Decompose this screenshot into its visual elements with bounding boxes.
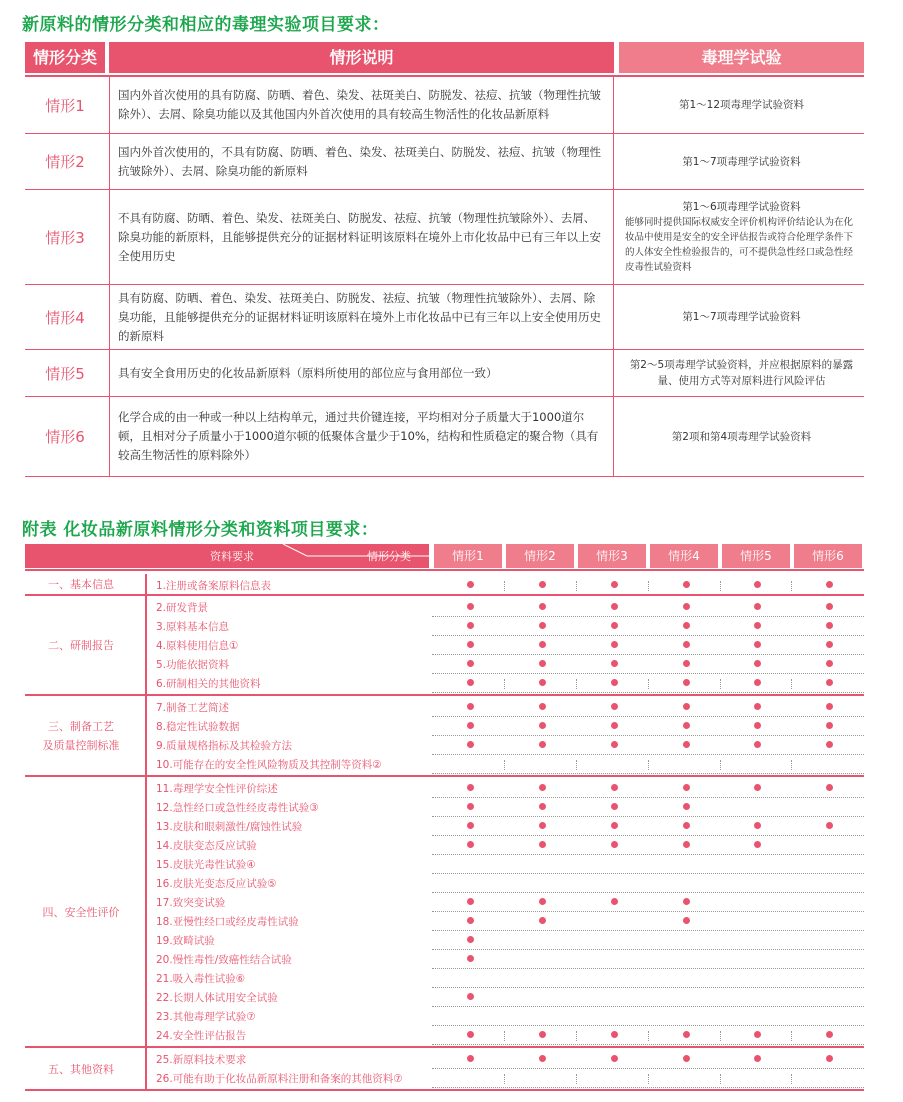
requirement-name: 9.质量规格指标及其检验方法 <box>156 740 293 752</box>
toxicology-requirement <box>619 77 864 133</box>
required-dot <box>754 1055 761 1062</box>
toxicology-row <box>25 397 864 477</box>
required-dot <box>467 1055 474 1062</box>
toxicology-row <box>25 190 864 285</box>
required-dot <box>754 660 761 667</box>
requirement-name: 7.制备工艺简述 <box>156 702 230 714</box>
requirement-row <box>147 1026 864 1045</box>
required-dot <box>611 660 618 667</box>
requirement-row <box>147 1069 864 1088</box>
requirement-name: 1.注册或备案原料信息表 <box>156 580 272 592</box>
required-dot <box>683 679 690 686</box>
toxicology-test-text: 第1～6项毒理学试验资料 <box>682 201 801 213</box>
column-tick <box>648 1031 649 1041</box>
requirement-name: 20.慢性毒性/致癌性结合试验 <box>156 954 292 966</box>
required-dot <box>754 784 761 791</box>
appendix-table-header <box>25 544 864 568</box>
column-tick <box>720 760 721 770</box>
requirement-row <box>147 617 864 636</box>
required-dot <box>826 784 833 791</box>
required-dot <box>754 703 761 710</box>
required-dot <box>683 1055 690 1062</box>
required-dot <box>467 703 474 710</box>
required-dot <box>611 1055 618 1062</box>
requirement-name: 25.新原料技术要求 <box>156 1054 247 1066</box>
required-dot <box>467 741 474 748</box>
section-title-toxicology: 新原料的情形分类和相应的毒理实验项目要求： <box>22 15 390 35</box>
required-dot <box>467 822 474 829</box>
required-dot <box>754 841 761 848</box>
column-tick <box>791 1031 792 1041</box>
required-dot <box>683 898 690 905</box>
situation-label: 情形2 <box>45 153 85 171</box>
toxicology-test-note: 能够同时提供国际权威安全评价机构评价结论认为在化妆品中使用是安全的安全评估报告或符合伦理学条件下的人体安全性检验报告的，可不提供急性经口或急性经皮毒性试验资料 <box>625 217 854 273</box>
toxicology-requirement <box>619 134 864 189</box>
required-dot <box>826 1031 833 1038</box>
toxicology-row <box>25 77 864 134</box>
required-dot <box>539 898 546 905</box>
toxicology-requirement <box>619 190 864 284</box>
required-dot <box>539 822 546 829</box>
required-dot <box>539 741 546 748</box>
requirement-row <box>147 674 864 693</box>
required-dot <box>611 622 618 629</box>
requirement-name: 22.长期人体试用安全试验 <box>156 992 278 1004</box>
toxicology-test-text: 第2项和第4项毒理学试验资料 <box>671 430 812 443</box>
requirement-group <box>25 696 864 776</box>
requirement-row <box>147 988 864 1007</box>
situation-label: 情形4 <box>45 308 85 327</box>
situation-label: 情形3 <box>45 228 85 247</box>
required-dot <box>683 581 690 588</box>
column-tick <box>648 760 649 770</box>
required-dot <box>683 660 690 667</box>
group-label: 四、安全性评价 <box>42 905 120 919</box>
required-dot <box>467 803 474 810</box>
row-dotted-line <box>432 773 864 774</box>
requirement-row <box>147 1050 864 1069</box>
requirement-row <box>147 950 864 969</box>
situation-column-header: 情形3 <box>578 544 646 568</box>
situation-column-header: 情形1 <box>434 544 502 568</box>
required-dot <box>611 841 618 848</box>
required-dot <box>539 660 546 667</box>
required-dot <box>826 641 833 648</box>
requirement-name: 19.致畸试验 <box>156 935 215 947</box>
situation-description: 具有防腐、防晒、着色、染发、祛斑美白、防脱发、祛痘、抗皱（物理性抗皱除外）、去屑、除臭功能，且能够提供充分的证据材料证明该原料在境外上市化妆品中已有三年以上安全使用历史的新原料 <box>109 285 614 349</box>
required-dot <box>539 581 546 588</box>
required-dot <box>467 622 474 629</box>
required-dot <box>467 898 474 905</box>
row-dotted-line <box>432 692 864 693</box>
column-tick <box>791 760 792 770</box>
required-dot <box>539 841 546 848</box>
required-dot <box>754 641 761 648</box>
required-dot <box>539 722 546 729</box>
requirement-row <box>147 698 864 717</box>
required-dot <box>611 784 618 791</box>
requirement-row <box>147 636 864 655</box>
required-dot <box>826 741 833 748</box>
required-dot <box>683 803 690 810</box>
required-dot <box>611 679 618 686</box>
required-dot <box>683 741 690 748</box>
required-dot <box>467 722 474 729</box>
requirement-row <box>147 736 864 755</box>
required-dot <box>754 679 761 686</box>
situation-description: 化学合成的由一种或一种以上结构单元，通过共价键连接，平均相对分子质量大于1000道尔顿，且相对分子质量小于1000道尔顿的低聚体含量少于10%，结构和性质稳定的聚合物（具有较高生物活性的原料除外） <box>109 397 614 476</box>
required-dot <box>611 603 618 610</box>
toxicology-test-text: 第1～7项毒理学试验资料 <box>682 155 801 168</box>
required-dot <box>539 603 546 610</box>
required-dot <box>611 703 618 710</box>
requirement-group <box>25 574 864 595</box>
situation-column-header: 情形6 <box>794 544 862 568</box>
required-dot <box>683 622 690 629</box>
required-dot <box>826 1055 833 1062</box>
toxicology-table <box>25 42 864 477</box>
required-dot <box>611 581 618 588</box>
group-label: 一、基本信息 <box>48 578 114 591</box>
required-dot <box>754 603 761 610</box>
requirement-name: 16.皮肤光变态反应试验⑤ <box>156 878 277 890</box>
column-tick <box>504 760 505 770</box>
required-dot <box>467 660 474 667</box>
situation-column-header: 情形4 <box>650 544 718 568</box>
requirement-name: 3.原料基本信息 <box>156 621 230 633</box>
column-tick <box>504 679 505 689</box>
required-dot <box>754 741 761 748</box>
requirement-name: 6.研制相关的其他资料 <box>156 678 261 690</box>
required-dot <box>683 917 690 924</box>
requirement-group <box>25 596 864 695</box>
situation-description: 国内外首次使用的具有防腐、防晒、着色、染发、祛斑美白、防脱发、祛痘、抗皱（物理性抗皱除外）、去屑、除臭功能以及其他国内外首次使用的具有较高生物活性的化妆品新原料 <box>109 77 614 133</box>
column-tick <box>720 581 721 591</box>
required-dot <box>611 741 618 748</box>
toxicology-requirement <box>619 285 864 349</box>
situation-label: 情形6 <box>45 428 85 446</box>
required-dot <box>754 581 761 588</box>
header-situation: 情形分类 <box>25 42 105 73</box>
section-title-appendix: 附表 化妆品新原料情形分类和资料项目要求： <box>22 520 379 540</box>
required-dot <box>611 803 618 810</box>
required-dot <box>683 703 690 710</box>
requirement-name: 12.急性经口或急性经皮毒性试验③ <box>156 802 319 814</box>
requirement-name: 24.安全性评估报告 <box>156 1030 247 1042</box>
requirement-row <box>147 893 864 912</box>
requirement-name: 18.亚慢性经口或经皮毒性试验 <box>156 916 299 928</box>
required-dot <box>683 784 690 791</box>
group-bottom-border <box>25 1089 864 1091</box>
row-dotted-line <box>432 1087 864 1088</box>
required-dot <box>467 581 474 588</box>
required-dot <box>826 722 833 729</box>
toxicology-test-text: 第2～5项毒理学试验资料，并应根据原料的暴露量、使用方式等对原料进行风险评估 <box>629 359 854 387</box>
column-tick <box>791 581 792 591</box>
requirement-row <box>147 755 864 774</box>
required-dot <box>539 679 546 686</box>
requirement-row <box>147 912 864 931</box>
required-dot <box>826 581 833 588</box>
requirement-row <box>147 779 864 798</box>
column-tick <box>504 581 505 591</box>
header-underline <box>25 569 864 571</box>
required-dot <box>467 679 474 686</box>
required-dot <box>826 679 833 686</box>
requirement-name: 15.皮肤光毒性试验④ <box>156 859 256 871</box>
requirement-row <box>147 855 864 874</box>
toxicology-requirement <box>619 397 864 476</box>
column-tick <box>576 1074 577 1084</box>
requirement-row <box>147 798 864 817</box>
column-tick <box>576 760 577 770</box>
required-dot <box>826 603 833 610</box>
requirement-name: 4.原料使用信息① <box>156 640 239 652</box>
requirement-name: 8.稳定性试验数据 <box>156 721 240 733</box>
requirement-row <box>147 874 864 893</box>
column-tick <box>720 1074 721 1084</box>
required-dot <box>683 1031 690 1038</box>
toxicology-row <box>25 134 864 190</box>
required-dot <box>826 822 833 829</box>
situation-label: 情形1 <box>45 96 85 115</box>
required-dot <box>539 641 546 648</box>
required-dot <box>539 1055 546 1062</box>
row-dotted-line <box>432 1044 864 1045</box>
required-dot <box>539 803 546 810</box>
toxicology-test-text: 第1～7项毒理学试验资料 <box>682 311 801 323</box>
requirement-name: 11.毒理学安全性评价综述 <box>156 783 278 795</box>
required-dot <box>467 917 474 924</box>
required-dot <box>467 841 474 848</box>
required-dot <box>611 898 618 905</box>
column-tick <box>720 679 721 689</box>
column-tick <box>648 1074 649 1084</box>
required-dot <box>754 822 761 829</box>
required-dot <box>611 822 618 829</box>
group-label: 五、其他资料 <box>48 1062 114 1076</box>
requirement-row <box>147 931 864 950</box>
toxicology-requirement <box>619 350 864 396</box>
requirement-name: 23.其他毒理学试验⑦ <box>156 1011 256 1023</box>
required-dot <box>683 603 690 610</box>
requirement-name: 13.皮肤和眼刺激性/腐蚀性试验 <box>156 821 303 833</box>
requirement-name: 21.吸入毒性试验⑥ <box>156 973 246 985</box>
required-dot <box>467 641 474 648</box>
requirement-group <box>25 777 864 1047</box>
column-tick <box>648 679 649 689</box>
situation-label: 情形5 <box>45 364 85 383</box>
toxicology-row <box>25 350 864 397</box>
header-description: 情形说明 <box>109 42 614 73</box>
group-label: 二、研制报告 <box>48 639 114 652</box>
requirement-name: 10.可能存在的安全性风险物质及其控制等资料② <box>156 759 382 771</box>
required-dot <box>539 784 546 791</box>
toxicology-row <box>25 285 864 350</box>
requirement-row <box>147 717 864 736</box>
required-dot <box>826 660 833 667</box>
requirement-row <box>147 969 864 988</box>
requirement-name: 2.研发背景 <box>156 602 209 614</box>
required-dot <box>467 955 474 962</box>
column-tick <box>504 1074 505 1084</box>
column-tick <box>720 1031 721 1041</box>
required-dot <box>826 622 833 629</box>
requirement-name: 17.致突变试验 <box>156 897 226 909</box>
header-requirements-label: 资料要求 <box>210 550 254 563</box>
appendix-table <box>25 544 864 1084</box>
required-dot <box>467 1031 474 1038</box>
required-dot <box>539 622 546 629</box>
requirement-row <box>147 817 864 836</box>
situation-description: 不具有防腐、防晒、着色、染发、祛斑美白、防脱发、祛痘、抗皱（物理性抗皱除外）、去屑、除臭功能的新原料，且能够提供充分的证据材料证明该原料在境外上市化妆品中已有三年以上安全使用历史 <box>109 190 614 284</box>
column-tick <box>576 679 577 689</box>
column-tick <box>576 581 577 591</box>
required-dot <box>539 703 546 710</box>
required-dot <box>683 841 690 848</box>
header-situation-label: 情形分类 <box>367 550 411 563</box>
situation-column-header: 情形2 <box>506 544 574 568</box>
requirement-name: 14.皮肤变态反应试验 <box>156 840 257 852</box>
requirement-name: 26.可能有助于化妆品新原料注册和备案的其他资料⑦ <box>156 1073 403 1085</box>
situation-description: 国内外首次使用的，不具有防腐、防晒、着色、染发、祛斑美白、防脱发、祛痘、抗皱（物理性抗皱除外）、去屑、除臭功能的新原料 <box>109 134 614 189</box>
required-dot <box>683 641 690 648</box>
required-dot <box>611 1031 618 1038</box>
column-tick <box>791 1074 792 1084</box>
required-dot <box>754 1031 761 1038</box>
group-label: 三、制备工艺 及质量控制标准 <box>42 720 120 752</box>
required-dot <box>683 722 690 729</box>
requirement-row <box>147 598 864 617</box>
required-dot <box>467 603 474 610</box>
required-dot <box>539 917 546 924</box>
required-dot <box>683 822 690 829</box>
required-dot <box>611 722 618 729</box>
requirement-name: 5.功能依据资料 <box>156 659 230 671</box>
header-toxicology-test: 毒理学试验 <box>619 42 864 73</box>
column-tick <box>504 1031 505 1041</box>
column-tick <box>791 679 792 689</box>
requirement-row <box>147 836 864 855</box>
column-tick <box>576 1031 577 1041</box>
required-dot <box>467 784 474 791</box>
required-dot <box>539 1031 546 1038</box>
required-dot <box>467 993 474 1000</box>
toxicology-test-text: 第1～12项毒理学试验资料 <box>678 99 805 111</box>
required-dot <box>611 641 618 648</box>
toxicology-table-header <box>25 42 864 73</box>
diagonal-header-cell <box>25 544 429 568</box>
required-dot <box>754 722 761 729</box>
required-dot <box>826 703 833 710</box>
requirement-row <box>147 1007 864 1026</box>
required-dot <box>754 622 761 629</box>
requirement-row <box>147 655 864 674</box>
situation-column-header: 情形5 <box>722 544 790 568</box>
situation-description: 具有安全食用历史的化妆品新原料（原料所使用的部位应与食用部位一致） <box>109 350 614 396</box>
column-tick <box>648 581 649 591</box>
requirement-row <box>147 576 864 595</box>
requirement-group <box>25 1048 864 1090</box>
required-dot <box>467 936 474 943</box>
